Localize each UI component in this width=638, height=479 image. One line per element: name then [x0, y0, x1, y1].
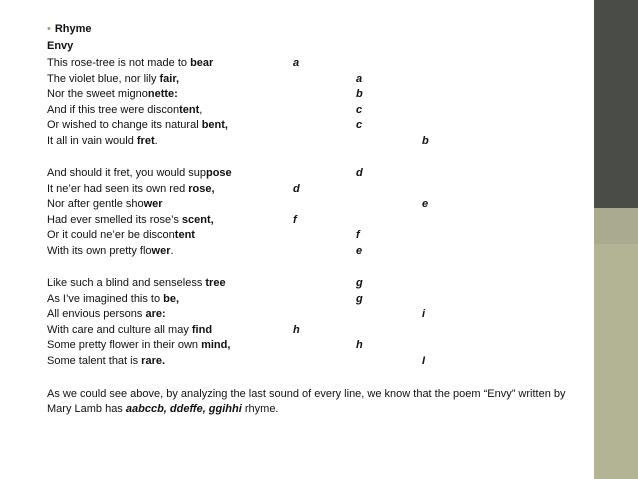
poem-line — [47, 118, 228, 132]
rhyme-letter: e — [422, 198, 429, 210]
poem-line — [47, 87, 178, 101]
line-end-sound: nette: — [147, 88, 178, 100]
line-text: Or wished to change its natural — [47, 119, 202, 131]
line-text: And should it fret, you would sup — [47, 167, 206, 179]
line-text: Some pretty flower in their own — [47, 339, 202, 351]
rhyme-letter: c — [356, 103, 363, 116]
rhyme-scheme: aabccb, ddeffe, ggihhi — [125, 403, 242, 415]
rhyme-letter: g — [356, 292, 363, 305]
rhyme-letter: g — [356, 277, 363, 289]
poem-line — [47, 182, 215, 196]
poem-line — [47, 197, 163, 211]
line-text: All envious persons — [47, 308, 146, 320]
line-text: Or it could ne’er be discon — [47, 229, 175, 241]
rhyme-letter: d — [356, 167, 363, 179]
line-end-sound: bent, — [201, 119, 228, 131]
line-end-sound: scent, — [181, 213, 214, 226]
poem-line — [47, 323, 212, 337]
decorative-sidebar — [594, 0, 638, 479]
line-text: Nor the sweet migno — [47, 88, 148, 100]
rhyme-letter: i — [422, 308, 426, 320]
poem-line — [47, 276, 226, 290]
rhyme-letter: b — [356, 88, 363, 100]
line-text: Like such a blind and senseless — [47, 277, 206, 289]
line-text: This rose-tree is not made to — [47, 57, 191, 69]
line-end-sound: find — [191, 323, 213, 336]
poem-line — [47, 338, 230, 352]
rhyme-letter: f — [356, 229, 360, 241]
line-text: And if this tree were discon — [47, 103, 180, 116]
line-text: Had ever smelled its rose’s — [47, 213, 182, 226]
line-end-sound: tent — [174, 229, 195, 241]
line-end-sound: wer — [143, 198, 163, 210]
line-text: The violet blue, nor lily — [47, 72, 160, 85]
rhyme-letter: a — [356, 72, 363, 85]
sidebar-light-band — [594, 244, 638, 479]
bullet-icon: • — [47, 23, 51, 35]
line-end-sound: tree — [205, 277, 226, 289]
line-end-sound: rose, — [188, 182, 215, 195]
poem-line — [47, 134, 158, 148]
line-text: With its own pretty flo — [47, 244, 152, 257]
line-end-sound: rare. — [141, 354, 166, 367]
summary-text: As we could see above, by analyzing the last sound of every line, we know that the poem “Envy” written by Mary Lamb has — [47, 388, 566, 415]
rhyme-letter: d — [293, 182, 300, 195]
line-end-sound: tent — [179, 103, 200, 116]
rhyme-letter: f — [293, 213, 297, 226]
poem-line — [47, 213, 214, 227]
line-end-sound: fair, — [159, 72, 180, 85]
poem-title: Envy — [47, 40, 74, 52]
line-text: As I’ve imagined this to — [47, 292, 164, 305]
poem-line — [47, 72, 179, 86]
line-text: It all in vain would — [47, 134, 137, 147]
poem-line — [47, 228, 195, 242]
rhyme-letter: h — [293, 323, 300, 336]
line-end-sound: be, — [163, 292, 180, 305]
poem-line — [47, 244, 174, 258]
poem-line — [47, 166, 232, 180]
poem-line — [47, 56, 213, 70]
rhyme-letter: h — [356, 339, 363, 351]
line-punctuation: , — [199, 103, 203, 116]
heading-text: Rhyme — [54, 23, 92, 35]
line-text: Nor after gentle sho — [47, 198, 144, 210]
rhyme-letter: e — [356, 244, 363, 257]
line-end-sound: mind, — [201, 339, 231, 351]
line-text: With care and culture all may — [47, 323, 192, 336]
poem-line — [47, 354, 165, 368]
line-end-sound: wer — [151, 244, 171, 257]
line-end-sound: fret — [136, 134, 155, 147]
line-end-sound: pose — [205, 167, 232, 179]
line-punctuation: . — [154, 134, 158, 147]
rhyme-letter: c — [356, 119, 363, 131]
rhyme-letter: b — [422, 134, 429, 147]
rhyme-letter: a — [293, 57, 300, 69]
sidebar-dark-band — [594, 0, 638, 208]
line-end-sound: bear — [190, 57, 214, 69]
summary-paragraph — [47, 387, 587, 417]
section-heading — [47, 22, 92, 36]
poem-line — [47, 103, 202, 117]
line-text: Some talent that is — [47, 354, 142, 367]
poem-line — [47, 292, 179, 306]
line-punctuation: . — [170, 244, 174, 257]
line-end-sound: are: — [145, 308, 166, 320]
rhyme-letter: I — [422, 354, 426, 367]
line-text: It ne’er had seen its own red — [47, 182, 189, 195]
summary-tail: rhyme. — [241, 403, 279, 415]
poem-line — [47, 307, 166, 321]
sidebar-mid-band — [594, 208, 638, 244]
